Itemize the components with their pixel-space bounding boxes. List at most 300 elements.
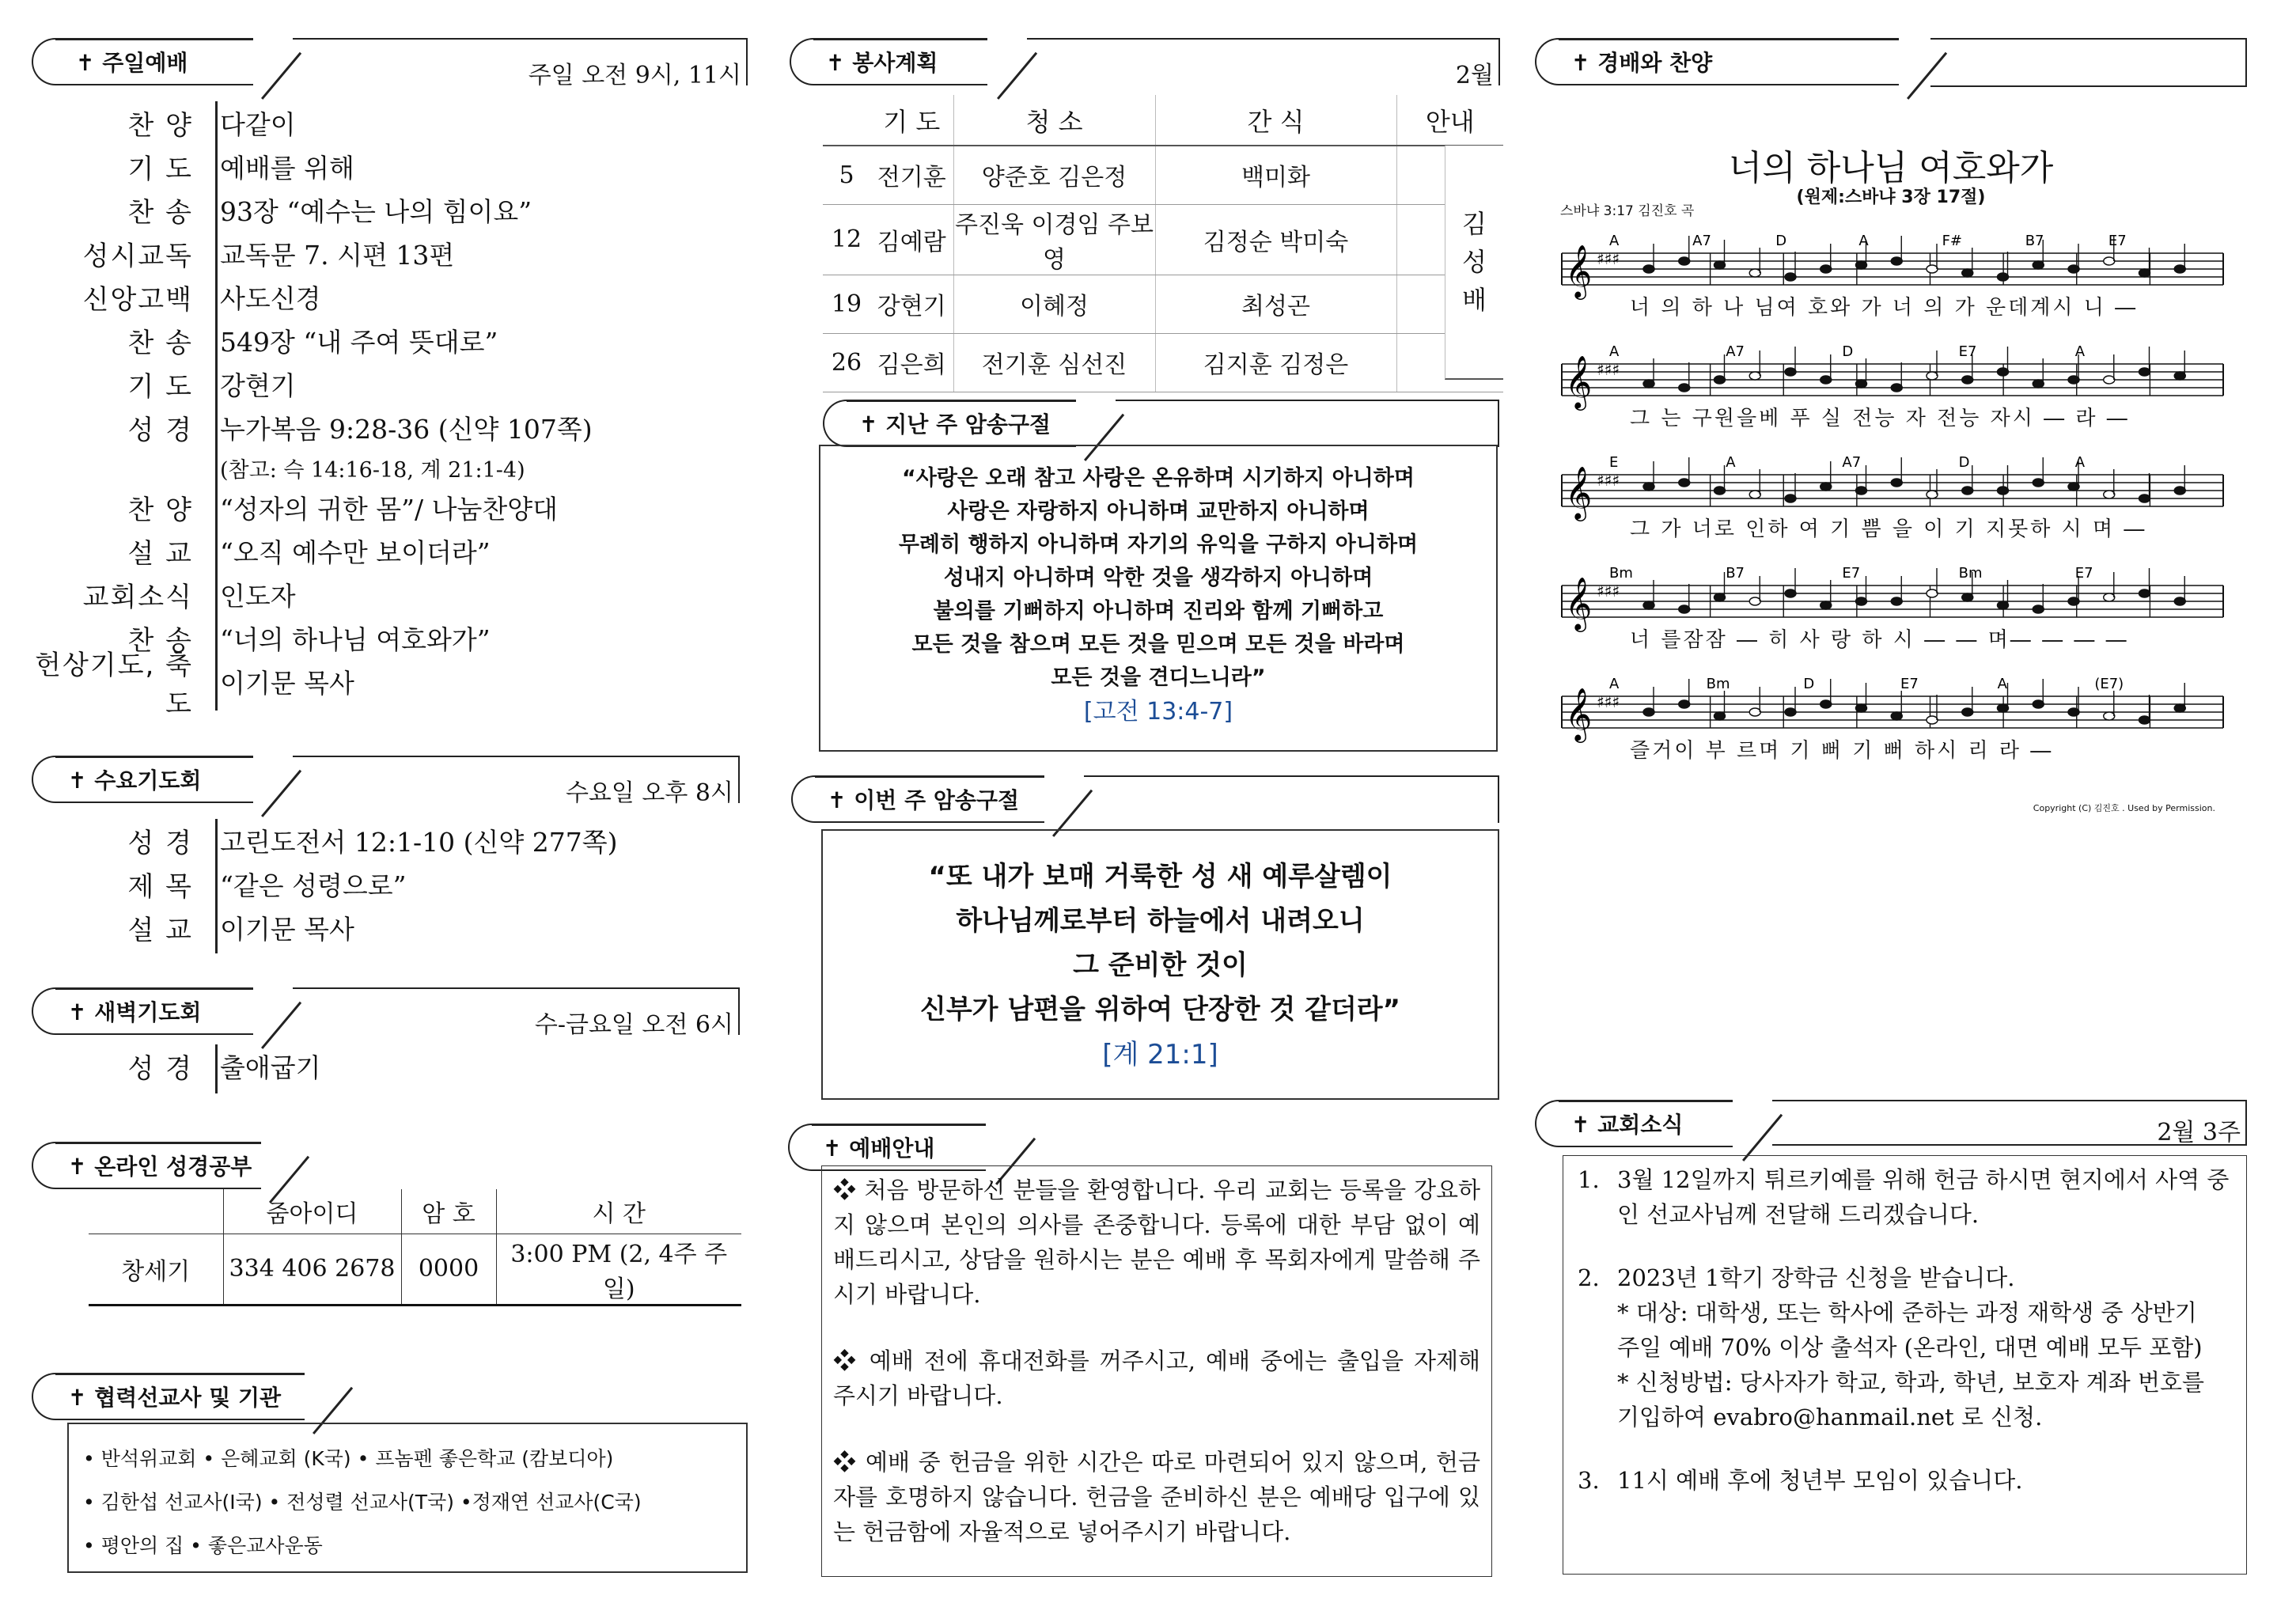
chord-label: D xyxy=(1775,233,1787,249)
text-line: • 반석위교회 • 은혜교회 (K국) • 프놈펜 좋은학교 (캄보디아) xyxy=(83,1447,614,1470)
chord-label: Bm xyxy=(1706,676,1730,692)
section-title: 예배안내 xyxy=(849,1135,935,1162)
chord-label: A xyxy=(1609,233,1620,249)
order-label: 제 목 xyxy=(127,871,193,903)
music-note-icon xyxy=(1785,368,1796,376)
order-label: 찬 양 xyxy=(127,110,193,142)
table-row xyxy=(89,1234,741,1305)
cross-icon: ✝ xyxy=(1571,1112,1590,1138)
order-value: 출애굽기 xyxy=(220,1052,321,1083)
music-note-icon xyxy=(1714,261,1726,269)
music-note-icon xyxy=(1821,700,1832,708)
music-note-icon xyxy=(2033,605,2044,613)
cross-icon: ✝ xyxy=(76,50,95,76)
dawn-order xyxy=(32,1044,744,1088)
treble-clef-icon: 𝄞 xyxy=(1565,354,1593,408)
order-value: 인도자 xyxy=(220,581,296,612)
chord-label: D xyxy=(1803,676,1815,692)
section-title: 주일예배 xyxy=(102,50,188,76)
cross-icon: ✝ xyxy=(68,767,87,794)
service-cell: 김예람 xyxy=(870,204,953,275)
music-note-icon xyxy=(1714,593,1726,601)
service-cell: 전기훈 심선진 xyxy=(953,333,1155,392)
service-guide xyxy=(1445,146,1503,380)
music-note-icon xyxy=(1643,380,1654,388)
wednesday-order xyxy=(32,819,744,949)
music-note-icon xyxy=(2104,257,2115,265)
verse-reference: [계 21:1] xyxy=(1102,1039,1218,1071)
guide-header xyxy=(788,1124,1049,1171)
text-line: 하나님께로부터 하늘에서 내려오니 xyxy=(956,905,1365,937)
order-label: 성 경 xyxy=(127,415,193,446)
news-line: * 대상: 대학생, 또는 학사에 준하는 과정 재학생 중 상반기 xyxy=(1617,1299,2197,1326)
music-note-icon xyxy=(1785,495,1796,502)
order-row xyxy=(32,101,744,145)
order-label: 찬 송 xyxy=(127,328,193,359)
music-note-icon xyxy=(2139,589,2150,597)
service-cell: 19 xyxy=(823,275,870,333)
order-value: 강현기 xyxy=(220,370,296,401)
music-note-icon xyxy=(2104,491,2115,498)
order-value: 누가복음 9:28-36 (신약 107쪽) xyxy=(220,414,593,445)
news-number: 2. xyxy=(1578,1264,1600,1291)
chord-label: D xyxy=(1842,343,1854,360)
service-month: 2월 xyxy=(1455,62,1494,89)
music-note-icon xyxy=(1785,589,1796,597)
music-note-icon xyxy=(2033,479,2044,487)
order-row xyxy=(32,486,744,529)
music-note-icon xyxy=(1891,479,1902,487)
key-signature-icon: ♯♯♯ xyxy=(1597,471,1620,490)
music-note-icon xyxy=(1785,273,1796,281)
order-value: (참고: 슥 14:16-18, 계 21:1-4) xyxy=(220,457,525,483)
order-value: 549장 “내 주여 뜻대로” xyxy=(220,327,498,358)
music-note-icon xyxy=(1962,487,1973,495)
news-header xyxy=(1535,1100,2247,1147)
music-note-icon xyxy=(1821,601,1832,609)
music-note-icon xyxy=(1927,491,1938,498)
service-time: 수요일 오후 8시 xyxy=(565,779,733,807)
partners-header xyxy=(32,1373,340,1420)
music-note-icon xyxy=(1891,257,1902,265)
text-line: 신부가 남편을 위하여 단장한 것 같더라” xyxy=(919,994,1401,1025)
order-row xyxy=(32,362,744,406)
music-note-icon xyxy=(1679,384,1690,392)
order-row xyxy=(32,906,744,949)
song-source: 스바냐 3:17 김진호 곡 xyxy=(1560,203,1695,219)
order-row xyxy=(32,275,744,319)
table-row xyxy=(823,275,1503,333)
lyric-line: 즐거이 부 르며 기 뻐 기 뻐 하시 리 라 ― xyxy=(1630,739,2054,763)
order-value: 93장 “예수는 나의 힘이요” xyxy=(220,196,532,227)
music-note-icon xyxy=(2033,380,2044,388)
order-value: 예배를 위해 xyxy=(220,153,354,184)
online-col-blank xyxy=(89,1189,223,1234)
online-time: 3:00 PM (2, 4주 주일) xyxy=(496,1234,741,1305)
news-line: 11시 예배 후에 청년부 모임이 있습니다. xyxy=(1617,1467,2023,1494)
news-week: 2월 3주 xyxy=(2157,1119,2241,1146)
music-note-icon xyxy=(1927,372,1938,380)
music-note-icon xyxy=(1927,716,1938,724)
order-label: 성 경 xyxy=(127,1053,193,1085)
text-line: 사랑은 자랑하지 아니하며 교만하지 아니하며 xyxy=(947,499,1370,524)
music-note-icon xyxy=(1998,368,2009,376)
section-title: 교회소식 xyxy=(1597,1112,1684,1138)
order-row xyxy=(32,406,744,449)
music-note-icon xyxy=(1714,712,1726,720)
music-note-icon xyxy=(1679,700,1690,708)
music-note-icon xyxy=(1962,708,1973,716)
music-note-icon xyxy=(2104,593,2115,601)
order-row xyxy=(32,819,744,862)
dawn-header xyxy=(32,987,740,1039)
online-course: 창세기 xyxy=(89,1234,223,1305)
music-note-icon xyxy=(1927,589,1938,597)
service-cell: 주진욱 이경임 주보영 xyxy=(953,204,1155,275)
service-cell: 이혜정 xyxy=(953,275,1155,333)
order-label: 헌상기도, 축도 xyxy=(35,649,193,720)
music-note-icon xyxy=(1785,708,1796,716)
music-note-icon xyxy=(2174,487,2185,495)
order-row xyxy=(32,862,744,906)
music-note-icon xyxy=(2068,597,2079,605)
praise-header xyxy=(1535,38,2247,85)
treble-clef-icon: 𝄞 xyxy=(1565,687,1593,741)
order-label: 찬 송 xyxy=(127,197,193,229)
lyric-line: 너 를잠잠 ― 히 사 랑 하 시 ― ― 며― ― ― ― xyxy=(1630,628,2129,652)
music-note-icon xyxy=(1714,487,1726,495)
lyric-line: 그 가 너로 인하 여 기 쁨 을 이 기 지못하 시 며 ― xyxy=(1630,517,2147,541)
chord-label: E7 xyxy=(2108,233,2127,249)
service-cell: 최성곤 xyxy=(1155,275,1396,333)
music-note-icon xyxy=(2068,376,2079,384)
last-verse-box xyxy=(819,445,1498,752)
music-note-icon xyxy=(1643,265,1654,273)
order-row xyxy=(32,232,744,275)
music-note-icon xyxy=(2139,269,2150,277)
music-note-icon xyxy=(1891,712,1902,720)
news-line: 주일 예배 70% 이상 출석자 (온라인, 대면 예배 모두 포함) xyxy=(1617,1334,2203,1361)
online-password: 0000 xyxy=(401,1234,496,1305)
service-cell: 강현기 xyxy=(870,275,953,333)
music-note-icon xyxy=(1714,376,1726,384)
copyright: Copyright (C) 김진호 . Used by Permission. xyxy=(2033,803,2215,813)
music-note-icon xyxy=(2068,265,2079,273)
section-title: 협력선교사 및 기관 xyxy=(94,1385,282,1411)
music-note-icon xyxy=(1821,265,1832,273)
music-note-icon xyxy=(1643,601,1654,609)
service-cell: 5 xyxy=(823,146,870,204)
service-cell: 김정순 박미숙 xyxy=(1155,204,1396,275)
table-row xyxy=(823,333,1503,392)
online-zoom-id: 334 406 2678 xyxy=(223,1234,401,1305)
news-line: * 신청방법: 당사자가 학교, 학과, 학년, 보호자 계좌 번호를 xyxy=(1617,1369,2204,1396)
service-col-cleaning: 청 소 xyxy=(953,95,1155,146)
order-label: 신앙고백 xyxy=(82,284,193,316)
online-table xyxy=(89,1189,741,1306)
music-note-icon xyxy=(1679,479,1690,487)
news-item xyxy=(1578,1260,2232,1434)
music-note-icon xyxy=(1679,605,1690,613)
key-signature-icon: ♯♯♯ xyxy=(1597,692,1620,711)
music-note-icon xyxy=(1749,708,1760,716)
cross-icon: ✝ xyxy=(859,411,878,438)
text-line: “또 내가 보매 거룩한 성 새 예루살렘이 xyxy=(928,861,1392,892)
order-label: 설 교 xyxy=(127,538,193,570)
cross-icon: ✝ xyxy=(68,1154,87,1180)
news-box xyxy=(1563,1155,2247,1575)
order-value: 사도신경 xyxy=(220,283,321,314)
music-note-icon xyxy=(2068,708,2079,716)
music-note-icon xyxy=(2174,372,2185,380)
chord-label: Bm xyxy=(1609,565,1633,582)
music-note-icon xyxy=(1998,487,2009,495)
music-note-icon xyxy=(1821,376,1832,384)
order-row xyxy=(32,145,744,188)
news-line: 3월 12일까지 튀르키예를 위해 헌금 하시면 현지에서 사역 중 xyxy=(1617,1166,2230,1193)
chord-label: A xyxy=(1609,343,1620,360)
order-value: “같은 성령으로” xyxy=(220,870,407,901)
music-staves xyxy=(1551,135,2231,815)
music-note-icon xyxy=(2068,483,2079,491)
chord-label: A xyxy=(1997,676,2007,692)
order-label: 찬 양 xyxy=(127,495,193,526)
music-note-icon xyxy=(1962,269,1973,277)
chord-label: E xyxy=(1609,454,1619,471)
order-label: 교회소식 xyxy=(82,582,193,613)
chord-label: A xyxy=(1609,676,1620,692)
partners-box xyxy=(67,1423,748,1573)
order-value: 다같이 xyxy=(220,109,296,140)
treble-clef-icon: 𝄞 xyxy=(1565,244,1593,297)
service-col-prayer: 기 도 xyxy=(870,95,953,146)
music-note-icon xyxy=(2104,376,2115,384)
last-verse-header xyxy=(823,400,1499,447)
lyric-line: 그 는 구원을베 푸 실 전능 자 전능 자시 ― 라 ― xyxy=(1630,407,2130,430)
news-line: 인 선교사님께 전달해 드리겠습니다. xyxy=(1617,1201,1980,1228)
text-line: 불의를 기뻐하지 아니하며 진리와 함께 기뻐하고 xyxy=(933,599,1384,623)
chord-label: B7 xyxy=(1726,565,1745,582)
music-note-icon xyxy=(1749,372,1760,380)
text-line: 모든 것을 참으며 모든 것을 믿으며 모든 것을 바라며 xyxy=(911,632,1405,657)
order-label: 기 도 xyxy=(127,371,193,403)
chord-label: A7 xyxy=(1692,233,1711,249)
service-col-guide: 안내 xyxy=(1396,95,1503,146)
music-note-icon xyxy=(1856,261,1867,269)
music-note-icon xyxy=(1749,597,1760,605)
chord-label: A7 xyxy=(1726,343,1745,360)
cross-icon: ✝ xyxy=(68,1385,87,1411)
section-title: 수요기도회 xyxy=(94,767,202,794)
service-plan-table xyxy=(823,95,1503,392)
news-line: 2023년 1학기 장학금 신청을 받습니다. xyxy=(1617,1264,2015,1291)
section-title: 이번 주 암송구절 xyxy=(854,787,1020,813)
chord-label: F# xyxy=(1942,233,1963,249)
online-header xyxy=(32,1142,293,1189)
cross-icon: ✝ xyxy=(823,1135,842,1162)
chord-label: E7 xyxy=(2074,565,2093,582)
guide-paragraph: ❖ 처음 방문하신 분들을 환영합니다. 우리 교회는 등록을 강요하지 않으며 본인의 의사를 존중합니다. 등록에 대한 부담 없이 예배드리시고, 상담을 원하시는 분은 예배 후 목회자에게 말씀해 주시기 바랍니다. xyxy=(833,1177,1480,1308)
music-note-icon xyxy=(1749,491,1760,498)
music-note-icon xyxy=(2174,597,2185,605)
song-subtitle: (원제:스바냐 3장 17절) xyxy=(1796,188,1986,207)
sunday-header xyxy=(32,38,748,89)
chord-label: D xyxy=(1958,454,1970,471)
chord-label: A7 xyxy=(1842,454,1862,471)
service-cell: 전기훈 xyxy=(870,146,953,204)
online-col-zoom: 줌아이디 xyxy=(223,1189,401,1234)
news-number: 3. xyxy=(1578,1467,1600,1494)
order-value: 교독문 7. 시편 13편 xyxy=(220,240,455,271)
guide-char: 배 xyxy=(1462,285,1487,315)
service-col-week xyxy=(823,95,870,146)
service-cell: 양준호 김은정 xyxy=(953,146,1155,204)
this-verse-box xyxy=(821,829,1499,1100)
this-verse-header xyxy=(791,775,1499,823)
music-note-icon xyxy=(2139,495,2150,502)
order-row xyxy=(32,1044,744,1088)
music-note-icon xyxy=(2033,261,2044,269)
order-row xyxy=(32,529,744,573)
song-title: 너의 하나님 여호와가 xyxy=(1728,148,2054,188)
guide-char: 김 xyxy=(1462,209,1487,239)
service-col-snack: 간 식 xyxy=(1155,95,1396,146)
text-line: • 김한섭 선교사(I국) • 전성렬 선교사(T국) •정재연 선교사(C국) xyxy=(83,1491,642,1514)
music-note-icon xyxy=(1679,257,1690,265)
text-line: “사랑은 오래 참고 사랑은 온유하며 시기하지 아니하며 xyxy=(902,466,1415,491)
guide-paragraph: ❖ 예배 전에 휴대전화를 꺼주시고, 예배 중에는 출입을 자제해 주시기 바랍니다. xyxy=(833,1347,1480,1409)
order-value: “성자의 귀한 몸”/ 나눔찬양대 xyxy=(220,494,558,525)
music-note-icon xyxy=(2174,704,2185,712)
music-note-icon xyxy=(2139,368,2150,376)
order-row xyxy=(32,573,744,616)
table-row xyxy=(823,204,1503,275)
order-label: 성시교독 xyxy=(82,241,193,272)
order-row xyxy=(32,449,744,486)
order-value: 이기문 목사 xyxy=(220,914,354,945)
order-value: “너의 하나님 여호와가” xyxy=(220,624,491,655)
music-note-icon xyxy=(1962,593,1973,601)
chord-label: A xyxy=(1726,454,1736,471)
music-note-icon xyxy=(1891,597,1902,605)
service-cell: 백미화 xyxy=(1155,146,1396,204)
news-line: 기입하여 evabro@hanmail.net 로 신청. xyxy=(1617,1404,2043,1431)
order-row xyxy=(32,319,744,362)
treble-clef-icon: 𝄞 xyxy=(1565,465,1593,519)
service-plan-header xyxy=(790,38,1500,89)
guide-char: 성 xyxy=(1462,247,1487,277)
order-value: “오직 예수만 보이더라” xyxy=(220,537,491,568)
chord-label: E7 xyxy=(1842,565,1861,582)
cross-icon: ✝ xyxy=(1571,50,1590,76)
section-title: 새벽기도회 xyxy=(94,999,202,1025)
key-signature-icon: ♯♯♯ xyxy=(1597,249,1620,268)
section-title: 지난 주 암송구절 xyxy=(885,411,1051,438)
music-note-icon xyxy=(1891,384,1902,392)
service-cell: 26 xyxy=(823,333,870,392)
music-note-icon xyxy=(1962,376,1973,384)
order-label: 찬 송 xyxy=(127,625,193,657)
music-note-icon xyxy=(1998,704,2009,712)
online-col-password: 암 호 xyxy=(401,1189,496,1234)
music-note-icon xyxy=(1856,597,1867,605)
text-line: 성내지 아니하며 악한 것을 생각하지 아니하며 xyxy=(943,566,1373,590)
music-note-icon xyxy=(1856,704,1867,712)
chord-label: Bm xyxy=(1958,565,1983,582)
treble-clef-icon: 𝄞 xyxy=(1565,576,1593,630)
music-note-icon xyxy=(1998,601,2009,609)
service-cell: 12 xyxy=(823,204,870,275)
music-note-icon xyxy=(1927,265,1938,273)
cross-icon: ✝ xyxy=(826,50,845,76)
cross-icon: ✝ xyxy=(68,999,87,1025)
wednesday-header xyxy=(32,756,740,807)
guide-paragraph: ❖ 예배 중 헌금을 위한 시간은 따로 마련되어 있지 않으며, 헌금자를 호명하지 않습니다. 헌금을 준비하신 분은 예배당 입구에 있는 헌금함에 자율적으로 넣어주시기 바랍니다. xyxy=(833,1449,1480,1545)
online-col-time: 시 간 xyxy=(496,1189,741,1234)
key-signature-icon: ♯♯♯ xyxy=(1597,360,1620,379)
music-note-icon xyxy=(2139,716,2150,724)
chord-label: A xyxy=(1858,233,1869,249)
verse-reference: [고전 13:4-7] xyxy=(1083,698,1233,726)
chord-label: A xyxy=(2074,343,2086,360)
chord-label: A xyxy=(2074,454,2086,471)
lyric-line: 너 의 하 나 님여 호와 가 너 의 가 운데계시 니 ― xyxy=(1630,296,2139,320)
music-note-icon xyxy=(1643,708,1654,716)
service-time: 주일 오전 9시, 11시 xyxy=(528,62,741,89)
section-title: 봉사계획 xyxy=(852,50,938,76)
section-title: 온라인 성경공부 xyxy=(94,1154,252,1180)
chord-label: (E7) xyxy=(2094,676,2124,692)
chord-label: E7 xyxy=(1900,676,1919,692)
table-row xyxy=(823,146,1503,204)
service-time: 수-금요일 오전 6시 xyxy=(534,1011,733,1039)
news-item xyxy=(1578,1463,2232,1498)
order-label: 기 도 xyxy=(127,153,193,185)
chord-label: E7 xyxy=(1958,343,1977,360)
order-value: 고린도전서 12:1-10 (신약 277쪽) xyxy=(220,827,618,858)
chord-label: B7 xyxy=(2025,233,2044,249)
order-row xyxy=(32,188,744,232)
music-note-icon xyxy=(2033,700,2044,708)
order-value: 이기문 목사 xyxy=(220,668,354,699)
sunday-order xyxy=(32,101,744,720)
music-note-icon xyxy=(1749,269,1760,277)
cross-icon: ✝ xyxy=(828,787,847,813)
music-note-icon xyxy=(1998,273,2009,281)
music-note-icon xyxy=(1856,487,1867,495)
sheet-music xyxy=(1551,135,2231,823)
music-note-icon xyxy=(1643,483,1654,491)
music-note-icon xyxy=(2174,265,2185,273)
text-line: 무례히 행하지 아니하며 자기의 유익을 구하지 아니하며 xyxy=(898,532,1419,557)
text-line: 모든 것을 견디느니라” xyxy=(1051,665,1266,690)
music-note-icon xyxy=(2104,712,2115,720)
service-cell: 김은희 xyxy=(870,333,953,392)
service-cell: 김지훈 김정은 xyxy=(1155,333,1396,392)
order-label: 성 경 xyxy=(127,828,193,859)
key-signature-icon: ♯♯♯ xyxy=(1597,582,1620,601)
music-note-icon xyxy=(1856,380,1867,388)
text-line: 그 준비한 것이 xyxy=(1073,949,1248,981)
section-title: 경배와 찬양 xyxy=(1597,50,1713,76)
text-line: • 평안의 집 • 좋은교사운동 xyxy=(83,1534,323,1557)
order-label: 설 교 xyxy=(127,915,193,946)
news-item xyxy=(1578,1162,2232,1232)
music-note-icon xyxy=(1821,483,1832,491)
order-row xyxy=(32,649,744,720)
guide-box xyxy=(821,1165,1492,1577)
news-number: 1. xyxy=(1578,1166,1600,1193)
